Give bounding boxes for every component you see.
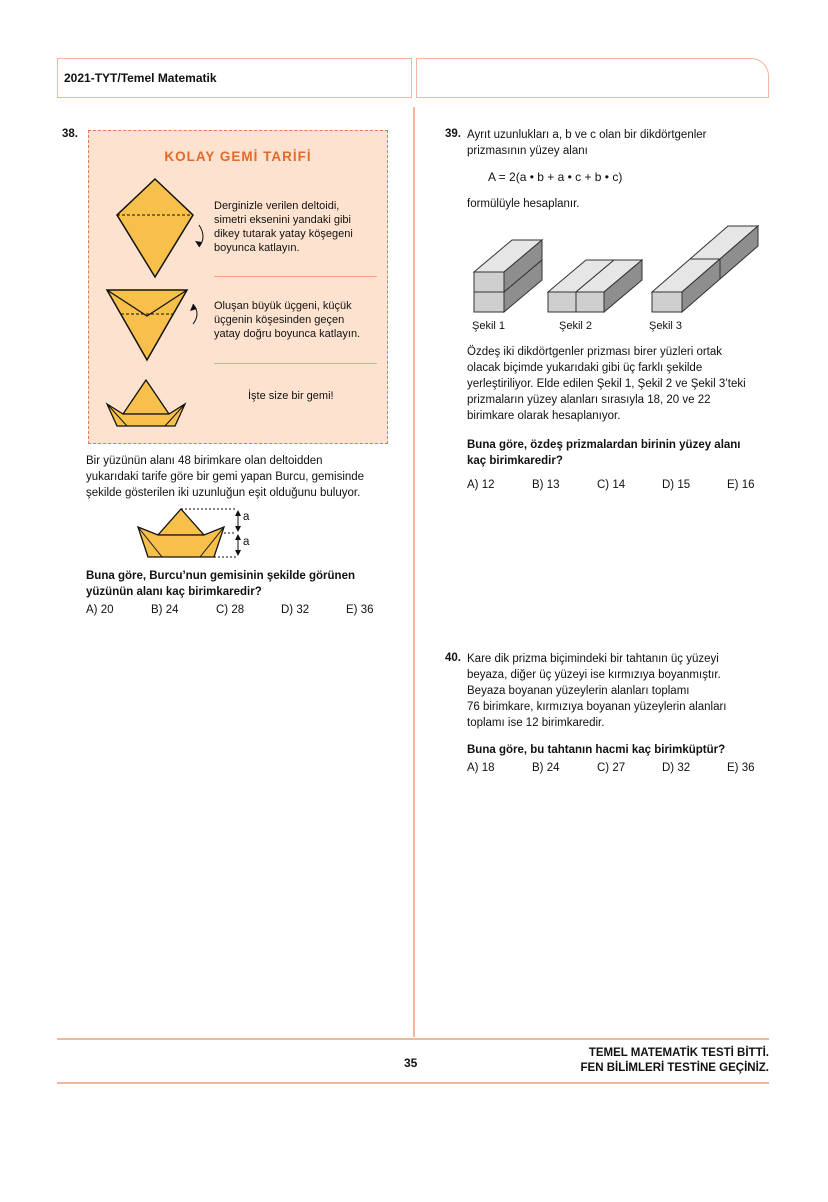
prism-figures: [468, 222, 768, 318]
column-divider: [413, 107, 415, 1037]
intro-line: Ayrıt uzunlukları a, b ve c olan bir dikdörtgenler: [467, 129, 707, 141]
body-line: prizmaların yüzey alanları sırasıyla 18, 20 ve 22: [467, 394, 711, 406]
choice-b[interactable]: B) 24: [532, 762, 560, 774]
choice-e[interactable]: E) 36: [727, 762, 755, 774]
choice-d[interactable]: D) 15: [662, 479, 691, 491]
step-3-text: İşte size bir gemi!: [248, 390, 334, 402]
question-39-number: 39.: [445, 128, 461, 140]
figure-3-label: Şekil 3: [649, 320, 683, 332]
footer-bottom-line: [57, 1082, 769, 1084]
header-title: 2021-TYT/Temel Matematik: [64, 71, 217, 85]
body-line: yerleştiriliyor. Elde edilen Şekil 1, Şekil 2 ve Şekil 3’teki: [467, 378, 746, 390]
intro-line: prizmasının yüzey alanı: [467, 145, 588, 157]
kite-figure: [103, 175, 208, 280]
folded-triangle-figure: [103, 286, 208, 366]
surface-area-formula: A = 2(a • b + a • c + b • c): [488, 170, 623, 184]
choice-a[interactable]: A) 12: [467, 479, 495, 491]
choice-a[interactable]: A) 18: [467, 762, 495, 774]
section-end-line: FEN BİLİMLERİ TESTİNE GEÇİNİZ.: [580, 1062, 769, 1074]
prompt-line: Buna göre, Burcu’nun gemisinin şekilde görünen: [86, 570, 356, 582]
page-number: 35: [404, 1056, 418, 1070]
body-line: 76 birimkare, kırmızıya boyanan yüzeylerin alanları: [467, 701, 727, 713]
recipe-title: KOLAY GEMİ TARİFİ: [164, 149, 312, 164]
recipe-box: [88, 130, 388, 444]
choice-e[interactable]: E) 16: [727, 479, 755, 491]
step-divider: [214, 363, 377, 364]
prompt-line: Buna göre, özdeş prizmalardan birinin yüzey alanı: [467, 439, 741, 451]
question-38-number: 38.: [62, 128, 78, 140]
question-40-number: 40.: [445, 652, 461, 664]
header-right-box: [416, 58, 769, 98]
label-a-top: a: [243, 511, 250, 523]
body-line: yukarıdaki tarife göre bir gemi yapan Burcu, gemisinde: [86, 471, 365, 483]
choice-c[interactable]: C) 27: [597, 762, 626, 774]
choice-d[interactable]: D) 32: [662, 762, 691, 774]
figure-1-label: Şekil 1: [472, 320, 506, 332]
step-1-line: dikey tutarak yatay köşegeni: [214, 228, 353, 240]
step-1-line: boyunca katlayın.: [214, 242, 300, 254]
body-line: birimkare olarak hesaplanıyor.: [467, 410, 621, 422]
body-line: şekilde gösterilen iki uzunluğun eşit olduğunu buluyor.: [86, 487, 361, 499]
step-1-line: Derginizle verilen deltoidi,: [214, 200, 340, 212]
question-39-intro: [467, 127, 707, 159]
figure-2-label: Şekil 2: [559, 320, 593, 332]
step-2-line: üçgenin köşesinden geçen: [214, 314, 345, 326]
body-line: Beyaza boyanan yüzeylerin alanları toplamı: [467, 685, 690, 697]
question-38-prompt: [86, 568, 355, 600]
boat-figure: [103, 376, 193, 436]
choice-b[interactable]: B) 24: [151, 604, 179, 616]
question-39-choices: [467, 479, 792, 491]
step-2-line: Oluşan büyük üçgeni, küçük: [214, 300, 352, 312]
step-2-text: [214, 299, 360, 341]
question-39-prompt: [467, 437, 741, 469]
body-line: beyaza, diğer üç yüzeyi ise kırmızıya boyanmıştır.: [467, 669, 721, 681]
body-line: Bir yüzünün alanı 48 birimkare olan deltoidden: [86, 455, 323, 467]
figure-1-prisms: [474, 240, 542, 312]
body-line: olacak biçimde yukarıdaki gibi üç farklı şekilde: [467, 362, 703, 374]
choice-e[interactable]: E) 36: [346, 604, 374, 616]
body-line: toplamı ise 12 birimkaredir.: [467, 717, 605, 729]
footer-top-line: [57, 1038, 769, 1040]
choice-b[interactable]: B) 13: [532, 479, 560, 491]
label-a-bottom: a: [243, 536, 250, 548]
choice-a[interactable]: A) 20: [86, 604, 114, 616]
figure-2-prisms: [548, 260, 642, 312]
figure-3-prisms: [652, 226, 758, 312]
header-left-box: [57, 58, 412, 98]
question-38-choices: [86, 604, 411, 616]
choice-d[interactable]: D) 32: [281, 604, 310, 616]
body-line: Özdeş iki dikdörtgenler prizması birer yüzleri ortak: [467, 346, 723, 358]
section-end-notice: [581, 1046, 769, 1076]
question-38-body: [86, 453, 364, 501]
question-39-body: [467, 344, 746, 424]
question-40-body: [467, 651, 727, 731]
step-1-text: [214, 199, 353, 255]
step-divider: [214, 276, 377, 277]
choice-c[interactable]: C) 14: [597, 479, 626, 491]
question-40-choices: [467, 762, 792, 774]
question-39-after-formula: formülüyle hesaplanır.: [467, 198, 580, 210]
question-40-prompt: Buna göre, bu tahtanın hacmi kaç birimküptür?: [467, 744, 726, 756]
step-2-line: yatay doğru boyunca katlayın.: [214, 328, 361, 340]
prompt-line: kaç birimkaredir?: [467, 455, 563, 467]
step-1-line: simetri eksenini yandaki gibi: [214, 214, 351, 226]
prompt-line: yüzünün alanı kaç birimkaredir?: [86, 586, 262, 598]
body-line: Kare dik prizma biçimindeki bir tahtanın üç yüzeyi: [467, 653, 719, 665]
choice-c[interactable]: C) 28: [216, 604, 245, 616]
section-end-line: TEMEL MATEMATİK TESTİ BİTTİ.: [588, 1047, 769, 1059]
